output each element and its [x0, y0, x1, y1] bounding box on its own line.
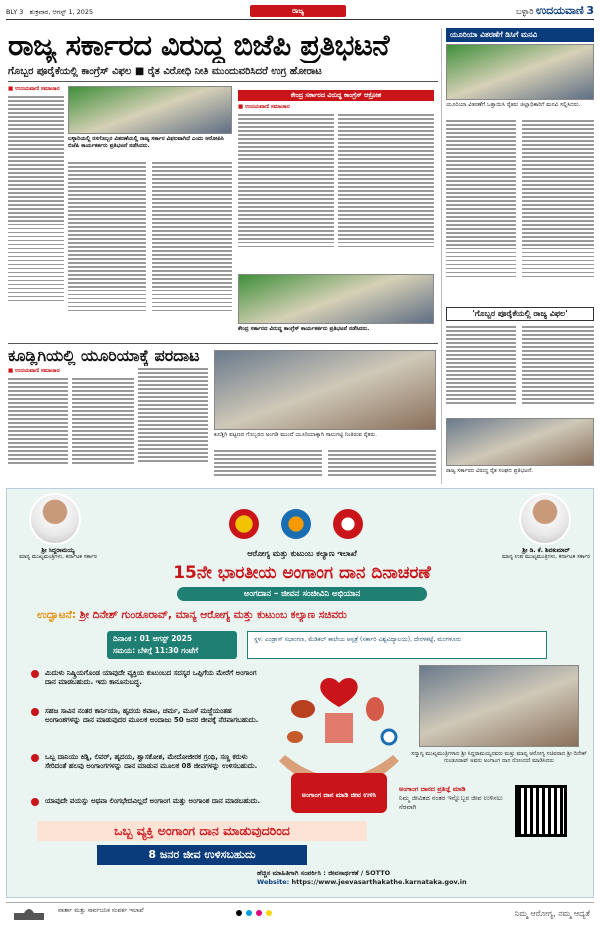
ad-bullet-3: ಒಬ್ಬ ದಾನಿಯು ಕಿಡ್ನಿ, ಲಿವರ್, ಹೃದಯ, ಶ್ವಾಸಕೋಶ, ಮೇದೋಜೀರಕ ಗ್ರಂಥಿ, ಸಣ್ಣ ಕರುಳು ಸೇರಿದಂತೆ ಹಲವು ಅಂಗಾಂಗಗಳನ್ನು ದಾನ ಮಾಡುವ ಮೂಲಕ 08 ಜೀವಗಳನ್ನು ಉಳಿಸಬಹುದು.	[31, 753, 263, 791]
right-box-headline: 'ಗೊಬ್ಬರ ಪೂರೈಕೆಯಲ್ಲಿ ರಾಜ್ಯ ವಿಫಲ'	[446, 307, 594, 321]
cm-portrait	[29, 493, 81, 545]
lead-body-col-2	[68, 160, 146, 342]
right-photo-2	[446, 418, 594, 466]
right-body-text-4	[522, 324, 594, 416]
lead-photo	[68, 86, 232, 134]
national-health-mission-icon	[281, 509, 311, 539]
vidhana-soudha-icon	[12, 905, 46, 921]
right-caption-1: ಯೂರಿಯಾ ವಿತರಣೆಗೆ ಒತ್ತಾಯಿಸಿ ರೈತರು ಜಿಲ್ಲಾಧಿಕಾರಿಗೆ ಮನವಿ ಸಲ್ಲಿಸಿದರು.	[446, 102, 581, 108]
section-label: ರಾಜ್ಯ	[250, 5, 346, 17]
dcm-portrait	[519, 493, 571, 545]
lead-headline: ರಾಜ್ಯ ಸರ್ಕಾರದ ವಿರುದ್ಧ ಬಿಜೆಪಿ ಪ್ರತಿಭಟನೆ	[8, 28, 390, 62]
ad-tagline-1: ಒಬ್ಬ ವ್ಯಕ್ತಿ ಅಂಗಾಂಗ ದಾನ ಮಾಡುವುದರಿಂದ	[37, 821, 367, 841]
right-body-text-1	[446, 118, 516, 304]
ad-event-photo	[419, 665, 579, 747]
registration-mark-icon	[246, 910, 252, 916]
dcm-name: ಶ್ರೀ ಡಿ. ಕೆ. ಶಿವಕುಮಾರ್ ಮಾನ್ಯ ಉಪ ಮುಖ್ಯಮಂತ್ರಿಗಳು, ಕರ್ನಾಟಕ ಸರ್ಕಾರ	[501, 547, 591, 560]
registration-mark-icon	[236, 910, 242, 916]
right-body-text-3	[446, 324, 516, 416]
cm-name: ಶ್ರೀ ಸಿದ್ದರಾಮಯ್ಯ ಮಾನ್ಯ ಮುಖ್ಯಮಂತ್ರಿಗಳು, ಕರ್ನಾಟಕ ಸರ್ಕಾರ	[19, 547, 97, 560]
ad-bullet-1: ಮಿದುಳು ನಿಷ್ಕ್ರಿಯಗೊಂಡ ಯಾವುದೇ ವ್ಯಕ್ತಿಯ ಕುಟುಂಬದ ಸದಸ್ಯರ ಒಪ್ಪಿಗೆಯ ಮೇರೆಗೆ ಅಂಗಾಂಗ ದಾನ ಮಾಡಬಹುದು. ಇದು ಕಾನೂನುಬದ್ಧ.	[31, 669, 263, 699]
center-photo-caption: ಕೇಂದ್ರ ಸರ್ಕಾರದ ವಿರುದ್ಧ ಕಾಂಗ್ರೆಸ್ ಕಾರ್ಯಕರ್ತರು ಪ್ರತಿಭಟನೆ ನಡೆಸಿದರು.	[238, 326, 370, 332]
edition-date: BLY 3 ಶುಕ್ರವಾರ, ಆಗಸ್ಟ್ 1, 2025	[6, 8, 94, 16]
second-body-col-1	[8, 376, 68, 482]
lead-photo-caption: ಬಳ್ಳಾರಿಯಲ್ಲಿ ರಸಗೊಬ್ಬರ ವಿತರಣೆಯಲ್ಲಿ ರಾಜ್ಯ ಸರ್ಕಾರ ವಿಫಲವಾಗಿದೆ ಎಂದು ಆರೋಪಿಸಿ ಬಿಜೆಪಿ ಕಾರ್ಯಕರ್ತರು ಪ್ರತಿಭಟನೆ ನಡೆಸಿದರು.	[68, 136, 224, 149]
registration-mark-icon	[266, 910, 272, 916]
ad-contact-info: ಹೆಚ್ಚಿನ ಮಾಹಿತಿಗಾಗಿ ಸಂಪರ್ಕಿಸಿ : ಜೀವಸಾರ್ಥಕತೆ / SOTTO Website: https://www.jeevasarthakathe.karnataka.gov.in	[257, 869, 467, 886]
center-body-col-2	[338, 112, 434, 272]
footer-department: ವಾರ್ತಾ ಮತ್ತು ಸಾರ್ವಜನಿಕ ಸಂಪರ್ಕ ಇಲಾಖೆ	[58, 907, 144, 914]
second-headline: ಕೂಡ್ಲಿಗಿಯಲ್ಲಿ ಯೂರಿಯಾಕ್ಕೆ ಪರದಾಟ	[8, 346, 200, 365]
ad-bullet-2: ಸಹಜ ಸಾವಿನ ನಂತರ ಕಾರ್ನಿಯಾ, ಹೃದಯ ಕವಾಟ, ಚರ್ಮ, ಮೂಳೆ ಮಜ್ಜೆಯಂತಹ ಅಂಗಾಂಶಗಳನ್ನು ದಾನ ಮಾಡುವುದರ ಮೂಲಕ ಅಂದಾಜು 50 ಜನರ ಜೀವಕ್ಕೆ ನೆರವಾಗಬಹುದು.	[31, 707, 263, 745]
page-footer	[6, 902, 594, 922]
center-byline: ■ ಉದಯವಾಣಿ ಸಮಾಚಾರ	[238, 104, 290, 110]
ad-bullet-4: ಯಾವುದೇ ವಯಸ್ಸು ಅಥವಾ ಲಿಂಗಭೇದವಿಲ್ಲದೆ ಅಂಗಾಂಗ ಮತ್ತು ಅಂಗಾಂಶ ದಾನ ಮಾಡಬಹುದು.	[31, 797, 263, 817]
liver-icon	[291, 700, 315, 718]
ad-department: ಆರೋಗ್ಯ ಮತ್ತು ಕುಟುಂಬ ಕಲ್ಯಾಣ ಇಲಾಖೆ	[247, 549, 357, 558]
right-photo-1	[446, 44, 594, 100]
center-photo	[238, 274, 434, 324]
lead-byline: ■ ಉದಯವಾಣಿ ಸಮಾಚಾರ	[8, 86, 60, 92]
bullet-dot-icon	[31, 708, 39, 716]
second-body-col-3	[138, 366, 208, 482]
heart-box-text: ಅಂಗಾಂಗ ದಾನ ಮಾಡಿ ಜೀವ ಉಳಿಸಿ	[301, 791, 377, 799]
column-rule	[441, 28, 442, 484]
bullet-dot-icon	[31, 798, 39, 806]
lead-subhead: ಗೊಬ್ಬರ ಪೂರೈಕೆಯಲ್ಲಿ ಕಾಂಗ್ರೆಸ್ ವಿಫಲ ■ ರೈತ ವಿರೋಧಿ ನೀತಿ ಮುಂದುವರಿಸಿದರೆ ಉಗ್ರ ಹೋರಾಟ	[8, 66, 322, 77]
paper-name: ಬಳ್ಳಾರಿ ಉದಯವಾಣಿ 3	[516, 4, 594, 17]
kidney-icon	[366, 697, 384, 721]
jeevasarthakathe-logo-icon	[333, 509, 363, 539]
right-column-title: ಯೂರಿಯಾ ವಿತರಣೆಗೆ ಡಿಸಿಗೆ ಮನವಿ	[446, 28, 594, 42]
second-body-col-4	[214, 448, 322, 482]
lungs-icon	[325, 713, 353, 743]
heart-icon	[320, 678, 357, 707]
lead-body-col-3	[152, 160, 232, 342]
registration-mark-icon	[256, 910, 262, 916]
pancreas-icon	[287, 731, 303, 743]
second-photo-caption: ಕೂಡ್ಲಿಗಿ ಪಟ್ಟಣದ ಗೊಬ್ಬರದ ಅಂಗಡಿ ಮುಂದೆ ಯೂರಿಯಾಕ್ಕಾಗಿ ಸಾಲುಗಟ್ಟಿ ನಿಂತಿರುವ ರೈತರು.	[214, 432, 377, 438]
lead-body-col-1	[8, 94, 64, 342]
second-body-col-5	[328, 448, 436, 482]
organ-icons	[287, 678, 396, 744]
second-body-col-2	[72, 376, 134, 482]
ad-campaign: ಅಂಗದಾನ – ಜೀವನ ಸಂಜೀವಿನಿ ಅಭಿಯಾನ	[177, 587, 427, 601]
center-story-headline: ಕೇಂದ್ರ ಸರ್ಕಾರದ ವಿರುದ್ಧ ಕಾಂಗ್ರೆಸ್ ಆಕ್ರೋಶ	[238, 90, 434, 101]
organ-donation-advertisement	[6, 488, 594, 898]
ad-title: 15ನೇ ಭಾರತೀಯ ಅಂಗಾಂಗ ದಾನ ದಿನಾಚರಣೆ	[173, 563, 431, 583]
second-byline: ■ ಉದಯವಾಣಿ ಸಮಾಚಾರ	[8, 368, 60, 374]
footer-slogan: ನಿಮ್ಮ ಆರೋಗ್ಯ, ನಮ್ಮ ಆದ್ಯತೆ	[514, 909, 590, 918]
right-caption-2: ರಾಜ್ಯ ಸರ್ಕಾರದ ವಿರುದ್ಧ ರೈತ ಸಂಘದ ಪ್ರತಿಭಟನೆ.	[446, 468, 534, 474]
ad-venue: ಸ್ಥಳ: ಎಂಡ್ರಾಸ್ ಸಭಾಂಗಣ, ಮೆಡಿಕಲ್ ಕಾಲೇಜು ಆಸ್ಪತ್ರೆ (ಸರ್ಕಾರಿ ವಿಶ್ವವಿದ್ಯಾಲಯ), ದೇರಳಕಟ್ಟೆ, ಮಂಗಳೂರು	[247, 631, 547, 659]
eye-icon	[382, 730, 396, 744]
qr-code-icon[interactable]	[515, 785, 567, 837]
divider	[8, 343, 438, 344]
second-photo	[214, 350, 436, 430]
ad-pledge: ಅಂಗಾಂಗ ದಾನದ ಪ್ರತಿಜ್ಞೆ ಮಾಡಿ ನಿಮ್ಮ ಜೀವಿತದ ನಂತರ ಇನ್ನೊಬ್ಬರ ಜೀವ ಉಳಿಸಲು ನೆರವಾಗಿ	[399, 785, 503, 811]
right-body-text-2	[522, 118, 594, 304]
ad-date-time: ದಿನಾಂಕ : 01 ಆಗಸ್ಟ್ 2025 ಸಮಯ: ಬೆಳಿಗ್ಗೆ 11:30 ಗಂಟೆಗೆ	[107, 631, 237, 659]
karnataka-emblem-icon	[229, 509, 259, 539]
ad-inauguration: ಉದ್ಘಾಟನೆ: ಶ್ರೀ ದಿನೇಶ್ ಗುಂಡೂರಾವ್, ಮಾನ್ಯ ಆರೋಗ್ಯ ಮತ್ತು ಕುಟುಂಬ ಕಲ್ಯಾಣ ಸಚಿವರು	[37, 609, 347, 621]
ad-tagline-2: 8 ಜನರ ಜೀವ ಉಳಿಸಬಹುದು	[97, 845, 307, 865]
masthead-strip	[6, 4, 594, 20]
ad-event-caption: ಸನ್ಮಾನ್ಯ ಮುಖ್ಯಮಂತ್ರಿಗಳಾದ ಶ್ರೀ ಸಿದ್ದರಾಮಯ್ಯನವರು ಮತ್ತು ಮಾನ್ಯ ಆರೋಗ್ಯ ಸಚಿವರಾದ ಶ್ರೀ ದಿನೇಶ್ ಗುಂಡೂರಾವ್ ಅವರು ಅಂಗಾಂಗ ದಾನ ನೋಂದಣಿ ಮಾಡಿಸಿದರು	[411, 751, 587, 764]
divider	[8, 81, 438, 82]
bullet-dot-icon	[31, 670, 39, 678]
bullet-dot-icon	[31, 754, 39, 762]
center-body-col-1	[238, 112, 334, 272]
